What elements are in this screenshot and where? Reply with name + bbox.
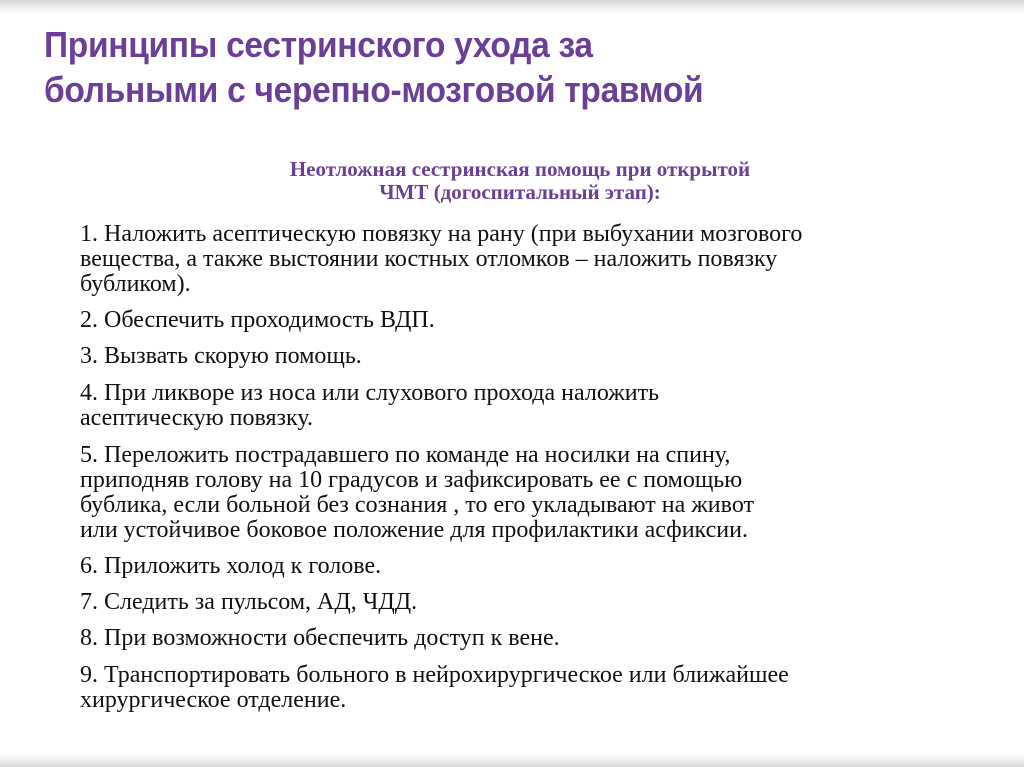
section-subtitle: [150, 158, 890, 204]
step-text-line: бублика, если больной без сознания , то его укладывают на живот: [80, 492, 754, 518]
step-text-line: бубликом).: [80, 271, 191, 297]
step-item: [80, 443, 980, 543]
step-text-line: приподняв голову на 10 градусов и зафиксировать ее с помощью: [80, 467, 743, 493]
step-item: [80, 344, 980, 369]
step-item: [80, 308, 980, 333]
step-text-line: 7. Следить за пульсом, АД, ЧДД.: [80, 589, 418, 615]
step-text-line: 5. Переложить пострадавшего по команде на носилки на спину,: [80, 442, 731, 468]
step-item: [80, 590, 980, 615]
step-text-line: 4. При ликворе из носа или слухового прохода наложить: [80, 380, 660, 406]
slide-title: [44, 22, 918, 112]
step-item: [80, 222, 980, 297]
bottom-edge-shadow: [0, 753, 1024, 767]
subtitle-line: Неотложная сестринская помощь при открытой: [289, 157, 751, 181]
step-item: [80, 381, 980, 431]
step-text-line: асептическую повязку.: [80, 405, 313, 431]
step-item: [80, 554, 980, 579]
steps-list: [80, 222, 980, 713]
subtitle-line: ЧМТ (догоспитальный этап):: [379, 180, 661, 204]
step-item: [80, 626, 980, 651]
step-text-line: 1. Наложить асептическую повязку на рану (при выбухании мозгового: [80, 221, 803, 247]
step-text-line: 2. Обеспечить проходимость ВДП.: [80, 307, 435, 333]
step-text-line: 6. Приложить холод к голове.: [80, 553, 382, 579]
top-edge-shadow: [0, 0, 1024, 14]
step-text-line: 9. Транспортировать больного в нейрохирургическое или ближайшее: [80, 662, 789, 688]
step-text-line: 8. При возможности обеспечить доступ к вене.: [80, 625, 560, 651]
step-text-line: 3. Вызвать скорую помощь.: [80, 343, 362, 369]
step-item: [80, 663, 980, 713]
step-text-line: хирургическое отделение.: [80, 687, 347, 713]
slide-title-line: Принципы сестринского ухода за: [44, 24, 593, 65]
slide-title-line: больными с черепно-мозговой травмой: [44, 69, 704, 110]
step-text-line: вещества, а также выстоянии костных отломков – наложить повязку: [80, 246, 778, 272]
step-text-line: или устойчивое боковое положение для профилактики асфиксии.: [80, 517, 748, 543]
